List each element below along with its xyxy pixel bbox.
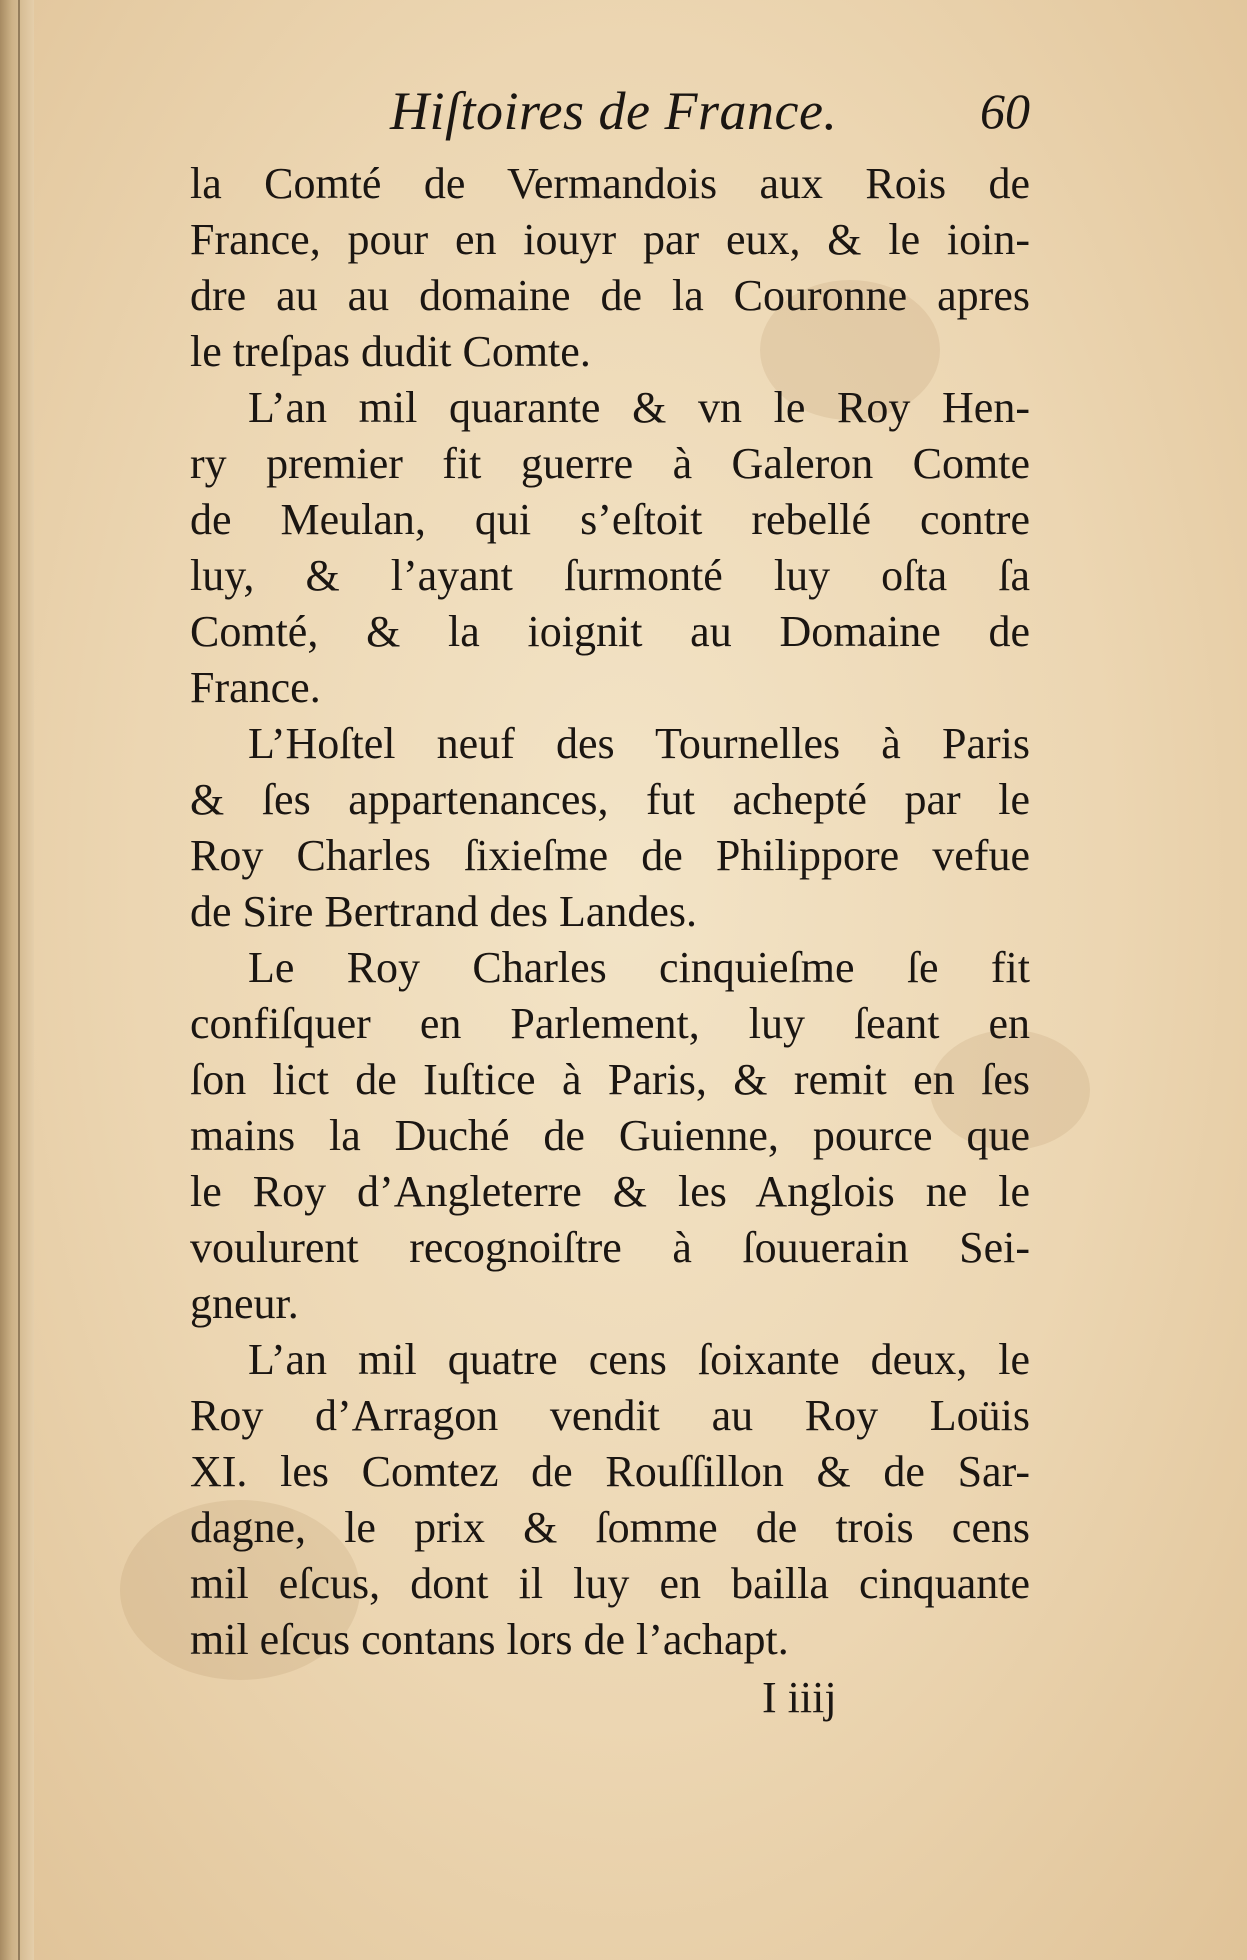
page-gutter [0,0,34,1960]
text-line: mil eſcus contans lors de l’achapt. [190,1615,789,1664]
page-number: 60 [980,83,1030,139]
text-line: ſon lict de Iuſtice à Paris, & remit en ſes [190,1055,1030,1104]
text-line: mains la Duché de Guienne, pource que [190,1111,1030,1160]
text-line: le treſpas dudit Comte. [190,327,591,376]
running-title: Hiſtoires de France. [390,81,838,141]
text-line: de Meulan, qui s’eſtoit rebellé contre [190,495,1030,544]
text-line: XI. les Comtez de Rouſſillon & de Sar- [190,1447,1030,1496]
text-line: mil eſcus, dont il luy en bailla cinquante [190,1559,1030,1608]
text-line: confiſquer en Parlement, luy ſeant en [190,999,1030,1048]
signature-mark: I iiij [762,1673,837,1722]
text-line: Comté, & la ioignit au Domaine de [190,607,1030,656]
text-line: de Sire Bertrand des Landes. [190,887,698,936]
text-line: dagne, le prix & ſomme de trois cens [190,1503,1030,1552]
text-line: Roy d’Arragon vendit au Roy Loüis [190,1391,1030,1440]
text-line: ry premier fit guerre à Galeron Comte [190,439,1030,488]
text-line: Roy Charles ſixieſme de Philippore vefue [190,831,1030,880]
paragraph-first-line: L’an mil quarante & vn le Roy Hen- [248,383,1030,432]
text-line: luy, & l’ayant ſurmonté luy oſta ſa [190,551,1030,600]
text-line: le Roy d’Angleterre & les Anglois ne le [190,1167,1030,1216]
text-line: voulurent recognoiſtre à ſouuerain Sei- [190,1223,1030,1272]
page-header [190,80,1030,150]
paragraph-first-line: L’an mil quatre cens ſoixante deux, le [248,1335,1030,1384]
binding-edge [18,0,20,1960]
paragraph-first-line: L’Hoſtel neuf des Tournelles à Paris [248,719,1030,768]
text-line: France. [190,663,321,712]
body-text [190,156,1030,1668]
paragraph-first-line: Le Roy Charles cinquieſme ſe fit [248,943,1030,992]
text-line: gneur. [190,1279,299,1328]
text-line: France, pour en iouyr par eux, & le ioin- [190,215,1030,264]
text-line: & ſes appartenances, fut achepté par le [190,775,1030,824]
text-line: la Comté de Vermandois aux Rois de [190,159,1030,208]
text-line: dre au au domaine de la Couronne apres [190,271,1030,320]
